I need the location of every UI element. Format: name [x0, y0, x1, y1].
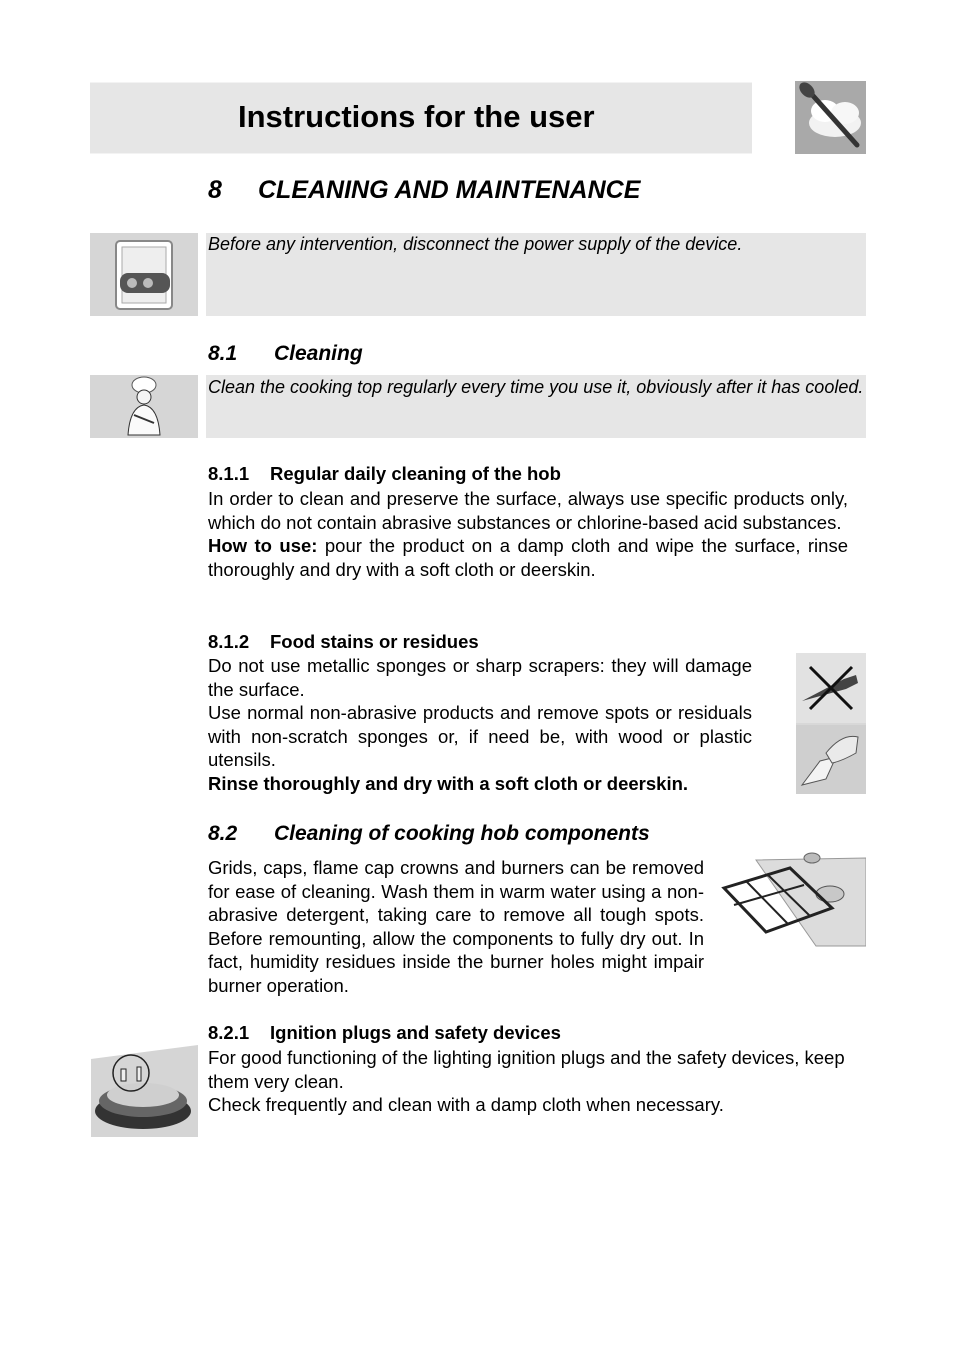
chef-hat-spoon-icon [795, 81, 866, 154]
section-8-2-1-body [208, 1046, 866, 1117]
section-title: Regular daily cleaning of the hob [270, 463, 561, 484]
section-title: Cleaning [274, 342, 363, 365]
section-number: 8 [208, 176, 222, 204]
section-number: 8.1.2 [208, 631, 250, 652]
section-8-1-1-body [208, 487, 848, 581]
power-socket-icon [90, 233, 198, 316]
section-title: CLEANING AND MAINTENANCE [258, 176, 641, 204]
section-title: Food stains or residues [270, 631, 479, 652]
section-8-2-heading [208, 822, 650, 846]
ignition-plugs-paragraph: For good functioning of the lighting ignition plugs and the safety devices, keep them very clean. [208, 1047, 845, 1092]
burner-ignition-plug-icon [91, 1045, 198, 1137]
no-knife-sponge-icon [796, 653, 866, 794]
hob-grid-burner-icon [720, 850, 866, 950]
chef-icon [90, 375, 198, 438]
section-8-2-body [208, 856, 704, 997]
daily-cleaning-paragraph: In order to clean and preserve the surface, always use specific products only, which do not contain abrasive substances or chlorine-based acid substances. [208, 488, 848, 533]
section-8-heading [208, 176, 640, 205]
power-warning-text: Before any intervention, disconnect the power supply of the device. [208, 234, 743, 254]
rinse-paragraph: Rinse thoroughly and dry with a soft cloth or deerskin. [208, 772, 689, 794]
section-8-1-1-heading [208, 463, 561, 485]
section-8-1-heading [208, 342, 363, 366]
section-8-1-2-heading [208, 631, 479, 653]
section-8-2-1-heading [208, 1022, 561, 1044]
how-to-use-paragraph [208, 534, 848, 581]
section-title: Cleaning of cooking hob components [274, 822, 650, 845]
section-number: 8.1.1 [208, 463, 250, 484]
cleaning-note-text: Clean the cooking top regularly every time you use it, obviously after it has cooled. [208, 377, 864, 397]
section-8-1-2-body [208, 654, 752, 795]
how-to-use-label: How to use: [208, 535, 318, 556]
section-number: 8.1 [208, 342, 238, 365]
section-title: Ignition plugs and safety devices [270, 1022, 561, 1043]
section-number: 8.2 [208, 822, 238, 845]
non-abrasive-paragraph: Use normal non-abrasive products and remove spots or residuals with non-scratch sponges or, if need be, with wood or plastic utensils. [208, 702, 752, 770]
section-number: 8.2.1 [208, 1022, 250, 1043]
page-title: Instructions for the user [238, 99, 595, 134]
how-to-use-text: pour the product on a damp cloth and wipe the surface, rinse thoroughly and dry with a soft cloth or deerskin. [208, 535, 848, 580]
check-frequently-paragraph: Check frequently and clean with a damp cloth when necessary. [208, 1094, 724, 1115]
components-paragraph: Grids, caps, flame cap crowns and burners can be removed for ease of cleaning. Wash them in warm water using a non-abrasive detergent, taking care to remove all tough spots. Before remounting, allow the components to fully dry out. In fact, humidity residues inside the burner holes might impair burner operation. [208, 857, 704, 996]
no-metallic-sponges-paragraph: Do not use metallic sponges or sharp scrapers: they will damage the surface. [208, 655, 752, 700]
